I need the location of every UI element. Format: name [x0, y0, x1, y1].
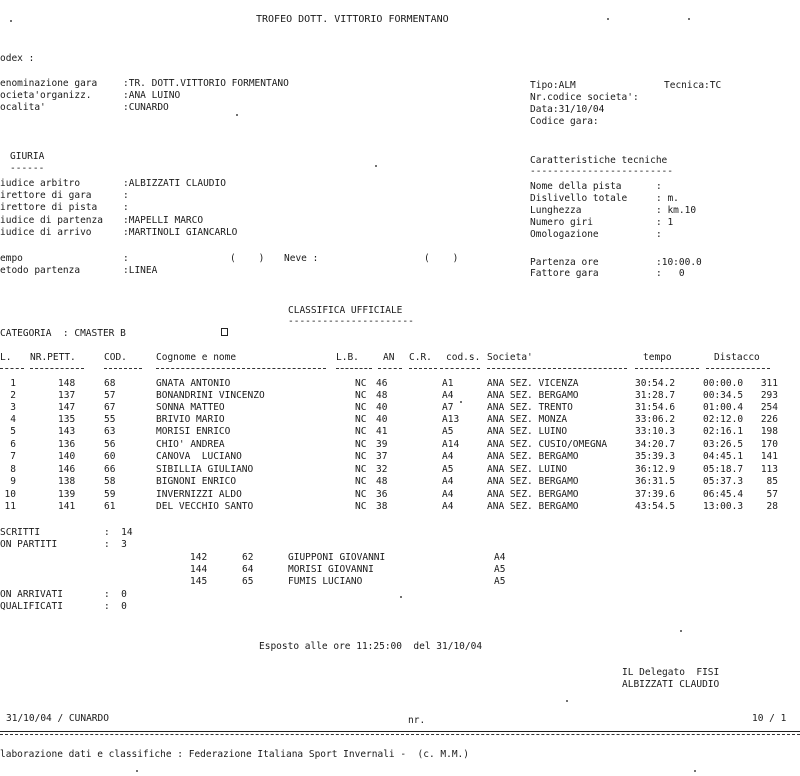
cell-an: 40: [376, 402, 388, 413]
header-distacco: Distacco: [714, 352, 760, 363]
cell-pett: 138: [58, 476, 76, 487]
cell-an: 38: [376, 501, 388, 512]
header-cods: cod.s.: [446, 352, 481, 363]
cell-nc: NC: [355, 464, 367, 475]
cell-cods: A1: [442, 378, 454, 389]
categoria-label: CATEGORIA : CMASTER B: [0, 328, 126, 339]
tempo-paren: ( ): [230, 253, 265, 264]
cell-societa: ANA SEZ. MONZA: [487, 414, 568, 425]
race-info-value: :ANA LUINO: [123, 90, 181, 101]
header-cod: COD.: [104, 352, 127, 363]
scan-speck: [688, 18, 690, 20]
cell-tempo: 34:20.7: [635, 439, 676, 450]
cell-points: 85: [766, 476, 778, 487]
cell-pett: 141: [58, 501, 76, 512]
partenza-ore-label: Partenza ore: [530, 257, 599, 268]
cell-points: 198: [760, 426, 778, 437]
cell-an: 36: [376, 489, 388, 500]
neve-label: Neve :: [284, 253, 319, 264]
cell-pos: 11: [4, 501, 16, 512]
tech-value: :: [656, 181, 662, 192]
header-rule: [156, 368, 326, 369]
tempo-value: :: [123, 253, 129, 264]
np-cod: 62: [242, 552, 254, 563]
header-rule: [440, 368, 480, 369]
non-partiti-label: ON PARTITI: [0, 539, 58, 550]
header-nome: Cognome e nome: [156, 352, 237, 363]
cell-pos: 4: [10, 414, 16, 425]
tech-label: Dislivello totale: [530, 193, 628, 204]
cell-distacco: 05:18.7: [703, 464, 744, 475]
header-cl: L.: [0, 352, 12, 363]
cell-points: 28: [766, 501, 778, 512]
document-title: TROFEO DOTT. VITTORIO FORMENTANO: [256, 14, 449, 25]
cell-an: 48: [376, 476, 388, 487]
cell-points: 226: [760, 414, 778, 425]
scan-speck: [680, 630, 682, 632]
cell-cod: 61: [104, 501, 116, 512]
cell-nc: NC: [355, 390, 367, 401]
classifica-title: CLASSIFICA UFFICIALE: [288, 305, 403, 316]
tempo-label: empo: [0, 253, 23, 264]
cell-tempo: 37:39.6: [635, 489, 676, 500]
cell-distacco: 02:12.0: [703, 414, 744, 425]
header-rule: [635, 368, 699, 369]
giuria-value: :MARTINOLI GIANCARLO: [123, 227, 238, 238]
footer-page: 10 / 1: [752, 713, 787, 724]
cell-cod: 59: [104, 489, 116, 500]
tech-label: Omologazione: [530, 229, 599, 240]
cell-tempo: 43:54.5: [635, 501, 676, 512]
tech-underline: -------------------------: [530, 166, 673, 177]
np-pett: 142: [190, 552, 208, 563]
race-info-label: enominazione gara: [0, 78, 98, 89]
cell-distacco: 01:00.4: [703, 402, 744, 413]
tech-value: : km.10: [656, 205, 697, 216]
np-pett: 145: [190, 576, 208, 587]
header-an: AN: [383, 352, 395, 363]
cell-pett: 137: [58, 390, 76, 401]
np-nome: FUMIS LUCIANO: [288, 576, 363, 587]
cell-nome: SONNA MATTEO: [156, 402, 225, 413]
scan-speck: [236, 114, 238, 116]
tipo-field: Tipo:ALM: [530, 80, 576, 91]
tech-value: :: [656, 229, 662, 240]
tech-label: Nome della pista: [530, 181, 622, 192]
header-rule: [409, 368, 437, 369]
cell-pett: 135: [58, 414, 76, 425]
cell-societa: ANA SEZ. CUSIO/OMEGNA: [487, 439, 608, 450]
cell-cod: 66: [104, 464, 116, 475]
esposto-line: Esposto alle ore 11:25:00 del 31/10/04: [259, 641, 483, 652]
cell-cod: 56: [104, 439, 116, 450]
cell-cods: A5: [442, 464, 454, 475]
non-arrivati-label: ON ARRIVATI: [0, 589, 63, 600]
cell-cods: A4: [442, 489, 454, 500]
cell-nome: BIGNONI ENRICO: [156, 476, 237, 487]
giuria-value: :ALBIZZATI CLAUDIO: [123, 178, 226, 189]
cell-nc: NC: [355, 451, 367, 462]
partenza-ore-value: :10:00.0: [656, 257, 702, 268]
footer-credit: laborazione dati e classifiche : Federazione Italiana Sport Invernali - (c. M.M.): [0, 749, 469, 760]
cell-distacco: 00:00.0: [703, 378, 744, 389]
header-rule: [378, 368, 402, 369]
cell-cods: A4: [442, 451, 454, 462]
cell-pos: 5: [10, 426, 16, 437]
cell-societa: ANA SEZ. VICENZA: [487, 378, 579, 389]
scan-speck: [136, 770, 138, 772]
cell-tempo: 36:12.9: [635, 464, 676, 475]
footer-nr: nr.: [408, 715, 426, 726]
cell-an: 48: [376, 390, 388, 401]
cell-cod: 63: [104, 426, 116, 437]
header-pett: NR.PETT.: [30, 352, 76, 363]
cell-nc: NC: [355, 439, 367, 450]
codice-societa-field: Nr.codice societa':: [530, 92, 639, 103]
cell-tempo: 31:28.7: [635, 390, 676, 401]
giuria-label: iudice di arrivo: [0, 227, 92, 238]
race-info-value: :TR. DOTT.VITTORIO FORMENTANO: [123, 78, 289, 89]
giuria-underline: ------: [10, 163, 45, 174]
giuria-value: :MAPELLI MARCO: [123, 215, 204, 226]
cell-pos: 1: [10, 378, 16, 389]
cell-points: 254: [760, 402, 778, 413]
np-cods: A4: [494, 552, 506, 563]
cell-pos: 10: [4, 489, 16, 500]
cell-cods: A4: [442, 501, 454, 512]
metodo-value: :LINEA: [123, 265, 158, 276]
classifica-underline: ----------------------: [288, 316, 414, 327]
fattore-label: Fattore gara: [530, 268, 599, 279]
delegato-title: IL Delegato FISI: [622, 667, 720, 678]
cell-pos: 6: [10, 439, 16, 450]
cell-societa: ANA SEZ. BERGAMO: [487, 476, 579, 487]
scan-speck: [694, 770, 696, 772]
cell-points: 170: [760, 439, 778, 450]
cell-tempo: 30:54.2: [635, 378, 676, 389]
tech-label: Lunghezza: [530, 205, 582, 216]
iscritti-value: : 14: [104, 527, 133, 538]
cell-tempo: 31:54.6: [635, 402, 676, 413]
cell-nc: NC: [355, 378, 367, 389]
header-rule: [30, 368, 84, 369]
header-rule: [336, 368, 372, 369]
cell-nome: GNATA ANTONIO: [156, 378, 231, 389]
cell-cod: 67: [104, 402, 116, 413]
header-rule: [104, 368, 142, 369]
checkbox-glyph: [221, 328, 228, 336]
delegato-name: ALBIZZATI CLAUDIO: [622, 679, 720, 690]
tech-title: Caratteristiche tecniche: [530, 155, 668, 166]
cell-pett: 147: [58, 402, 76, 413]
footer-divider: [0, 734, 800, 735]
codice-gara-field: Codice gara:: [530, 116, 599, 127]
cell-pos: 3: [10, 402, 16, 413]
iscritti-label: SCRITTI: [0, 527, 41, 538]
cell-cods: A7: [442, 402, 454, 413]
cell-an: 32: [376, 464, 388, 475]
cell-points: 311: [760, 378, 778, 389]
header-rule: [0, 368, 24, 369]
neve-paren: ( ): [424, 253, 459, 264]
scan-speck: [566, 700, 568, 702]
cell-pos: 2: [10, 390, 16, 401]
cell-societa: ANA SEZ. BERGAMO: [487, 451, 579, 462]
data-field: Data:31/10/04: [530, 104, 605, 115]
scan-speck: [10, 20, 12, 22]
cell-societa: ANA SEZ. BERGAMO: [487, 390, 579, 401]
header-tempo: tempo: [643, 352, 672, 363]
giuria-value: :: [123, 202, 129, 213]
cell-cods: A4: [442, 476, 454, 487]
tech-value: : 1: [656, 217, 674, 228]
cell-nome: INVERNIZZI ALDO: [156, 489, 242, 500]
np-nome: MORISI GIOVANNI: [288, 564, 374, 575]
tech-label: Numero giri: [530, 217, 593, 228]
cell-pett: 139: [58, 489, 76, 500]
cell-nome: CHIO' ANDREA: [156, 439, 225, 450]
header-lb: L.B.: [336, 352, 359, 363]
header-rule: [487, 368, 627, 369]
cell-an: 41: [376, 426, 388, 437]
codex-label: odex :: [0, 53, 35, 64]
scan-speck: [400, 596, 402, 598]
metodo-label: etodo partenza: [0, 265, 81, 276]
cell-points: 113: [760, 464, 778, 475]
cell-societa: ANA SEZ. TRENTO: [487, 402, 573, 413]
cell-cod: 55: [104, 414, 116, 425]
cell-distacco: 06:45.4: [703, 489, 744, 500]
cell-cod: 58: [104, 476, 116, 487]
cell-nome: SIBILLIA GIULIANO: [156, 464, 254, 475]
cell-pett: 146: [58, 464, 76, 475]
cell-nc: NC: [355, 489, 367, 500]
race-info-value: :CUNARDO: [123, 102, 169, 113]
cell-tempo: 33:06.2: [635, 414, 676, 425]
cell-societa: ANA SEZ. BERGAMO: [487, 489, 579, 500]
scan-speck: [375, 165, 377, 167]
np-nome: GIUPPONI GIOVANNI: [288, 552, 386, 563]
cell-nome: DEL VECCHIO SANTO: [156, 501, 254, 512]
np-cod: 65: [242, 576, 254, 587]
np-cods: A5: [494, 564, 506, 575]
cell-an: 39: [376, 439, 388, 450]
cell-cod: 68: [104, 378, 116, 389]
cell-nome: BONANDRINI VINCENZO: [156, 390, 265, 401]
cell-societa: ANA SEZ. LUINO: [487, 426, 568, 437]
cell-pos: 9: [10, 476, 16, 487]
giuria-label: irettore di pista: [0, 202, 98, 213]
np-cod: 64: [242, 564, 254, 575]
cell-points: 57: [766, 489, 778, 500]
scan-speck: [607, 18, 609, 20]
cell-pos: 7: [10, 451, 16, 462]
tech-value: : m.: [656, 193, 679, 204]
cell-distacco: 00:34.5: [703, 390, 744, 401]
cell-nome: BRIVIO MARIO: [156, 414, 225, 425]
cell-cods: A4: [442, 390, 454, 401]
giuria-value: :: [123, 190, 129, 201]
cell-points: 293: [760, 390, 778, 401]
cell-pos: 8: [10, 464, 16, 475]
cell-cods: A5: [442, 426, 454, 437]
np-cods: A5: [494, 576, 506, 587]
scan-speck: [460, 401, 462, 403]
cell-distacco: 03:26.5: [703, 439, 744, 450]
header-societa: Societa': [487, 352, 533, 363]
giuria-label: irettore di gara: [0, 190, 92, 201]
cell-nc: NC: [355, 426, 367, 437]
cell-an: 37: [376, 451, 388, 462]
cell-distacco: 05:37.3: [703, 476, 744, 487]
squalificati-value: : 0: [104, 601, 127, 612]
cell-nc: NC: [355, 501, 367, 512]
cell-cod: 60: [104, 451, 116, 462]
cell-distacco: 13:00.3: [703, 501, 744, 512]
cell-pett: 148: [58, 378, 76, 389]
giuria-title: GIURIA: [10, 151, 45, 162]
np-pett: 144: [190, 564, 208, 575]
cell-nc: NC: [355, 414, 367, 425]
cell-tempo: 36:31.5: [635, 476, 676, 487]
non-partiti-value: : 3: [104, 539, 127, 550]
race-info-label: ocieta'organizz.: [0, 90, 92, 101]
cell-nc: NC: [355, 476, 367, 487]
race-info-label: ocalita': [0, 102, 46, 113]
header-rule: [706, 368, 770, 369]
cell-cod: 57: [104, 390, 116, 401]
footer-date-place: 31/10/04 / CUNARDO: [6, 713, 109, 724]
cell-pett: 140: [58, 451, 76, 462]
footer-divider: [0, 731, 800, 732]
cell-nome: MORISI ENRICO: [156, 426, 231, 437]
cell-pett: 136: [58, 439, 76, 450]
cell-nome: CANOVA LUCIANO: [156, 451, 242, 462]
cell-societa: ANA SEZ. LUINO: [487, 464, 568, 475]
cell-cods: A14: [442, 439, 460, 450]
cell-tempo: 35:39.3: [635, 451, 676, 462]
non-arrivati-value: : 0: [104, 589, 127, 600]
cell-distacco: 04:45.1: [703, 451, 744, 462]
cell-tempo: 33:10.3: [635, 426, 676, 437]
header-cr: C.R.: [409, 352, 432, 363]
cell-an: 40: [376, 414, 388, 425]
cell-pett: 143: [58, 426, 76, 437]
giuria-label: iudice di partenza: [0, 215, 103, 226]
squalificati-label: QUALIFICATI: [0, 601, 63, 612]
fattore-value: : 0: [656, 268, 685, 279]
cell-cods: A13: [442, 414, 460, 425]
giuria-label: iudice arbitro: [0, 178, 81, 189]
cell-nc: NC: [355, 402, 367, 413]
cell-points: 141: [760, 451, 778, 462]
cell-societa: ANA SEZ. BERGAMO: [487, 501, 579, 512]
cell-distacco: 02:16.1: [703, 426, 744, 437]
tecnica-field: Tecnica:TC: [664, 80, 722, 91]
cell-an: 46: [376, 378, 388, 389]
